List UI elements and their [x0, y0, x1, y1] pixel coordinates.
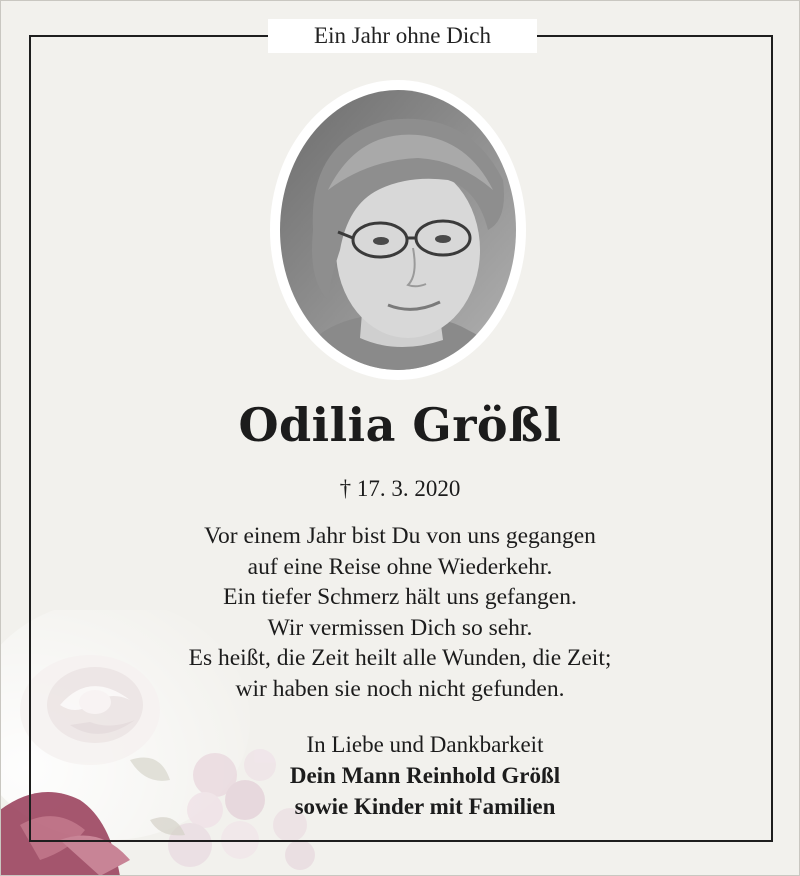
family-line: sowie Kinder mit Familien [294, 794, 556, 819]
deceased-name: Odilia Größl [238, 398, 562, 452]
poem-line: Ein tiefer Schmerz hält uns gefangen. [223, 584, 577, 610]
header-title [268, 19, 537, 53]
portrait-photo [268, 80, 528, 380]
poem-line: Es heißt, die Zeit heilt alle Wunden, die Zeit; [188, 645, 612, 671]
poem-line: wir haben sie noch nicht gefunden. [235, 675, 565, 702]
death-date: † 17. 3. 2020 [339, 476, 461, 501]
poem-line: Wir vermissen Dich so sehr. [267, 614, 533, 641]
poem-line: Vor einem Jahr bist Du von uns gegangen [204, 523, 596, 549]
closing-signature [150, 729, 700, 822]
poem [0, 521, 800, 704]
closing-intro: In Liebe und Dankbarkeit [306, 732, 544, 757]
poem-line: auf eine Reise ohne Wiederkehr. [247, 553, 553, 580]
signer-name: Dein Mann Reinhold Größl [289, 763, 561, 788]
header-title-text: Ein Jahr ohne Dich [314, 23, 491, 48]
